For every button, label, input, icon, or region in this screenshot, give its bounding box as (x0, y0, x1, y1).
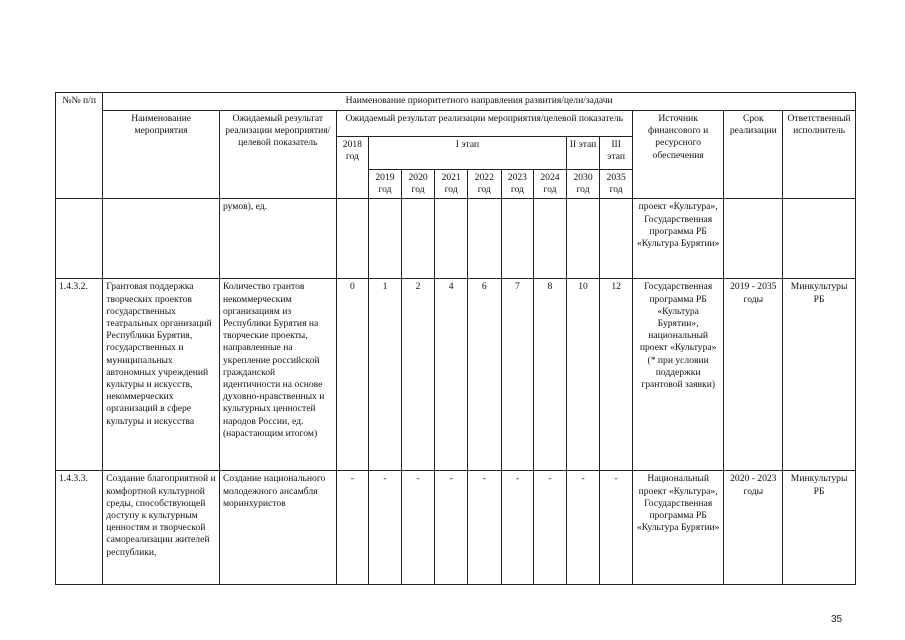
row-num (56, 199, 103, 279)
header-year: 2021 год (435, 170, 468, 199)
row-source: Государственная программа РБ «Культура Бурятии», национальный проект «Культура» (* при условии поддержки грантовой заявки) (632, 279, 723, 471)
header-source: Источник финансового и ресурсного обеспечения (632, 111, 723, 199)
row-value: - (501, 471, 534, 585)
header-year: 2035 год (600, 170, 633, 199)
table-row (56, 199, 856, 279)
header-year: 2030 год (566, 170, 600, 199)
row-responsible (783, 199, 856, 279)
row-value (534, 199, 567, 279)
row-responsible: Минкультуры РБ (783, 279, 856, 471)
row-value: - (435, 471, 468, 585)
row-value (435, 199, 468, 279)
row-name (103, 199, 220, 279)
row-value: 8 (534, 279, 567, 471)
row-value: - (566, 471, 600, 585)
row-value (336, 199, 369, 279)
table-row (56, 279, 856, 471)
row-result: Количество грантов некоммерческим организациям из Республики Бурятия на творческие проекты, направленные на укрепление российской гражданской идентичности на основе духовно-нравственных и культурных ценностей народов России, ед. (нарастающим итогом) (219, 279, 336, 471)
row-source: Национальный проект «Культура», Государственная программа РБ «Культура Бурятии» (632, 471, 723, 585)
row-result: Создание национального молодежного ансамбля моринхуристов (219, 471, 336, 585)
page-number: 35 (831, 614, 843, 625)
header-year: 2023 год (501, 170, 534, 199)
row-value (369, 199, 402, 279)
row-value: 6 (467, 279, 501, 471)
row-value: 0 (336, 279, 369, 471)
table-row (56, 471, 856, 585)
header-stage-2: II этап (566, 137, 600, 170)
row-value: 7 (501, 279, 534, 471)
row-value: 4 (435, 279, 468, 471)
header-year: 2019 год (369, 170, 402, 199)
row-value: - (600, 471, 633, 585)
row-value (467, 199, 501, 279)
header-priority: Наименование приоритетного направления развития/цели/задачи (103, 93, 856, 111)
header-event-name: Наименование мероприятия (103, 111, 220, 199)
header-year-2018: 2018 год (336, 137, 369, 199)
header-row-1 (56, 93, 856, 111)
row-num: 1.4.3.2. (56, 279, 103, 471)
row-value: - (534, 471, 567, 585)
header-term: Срок реализации (724, 111, 783, 199)
row-value (566, 199, 600, 279)
row-num: 1.4.3.3. (56, 471, 103, 585)
row-name: Грантовая поддержка творческих проектов государственных театральных организаций Республики Бурятия, государственных и муниципальных автономных учреждений культуры и искусств, некоммерческих организаций в сфере культуры и искусства (103, 279, 220, 471)
row-value: - (467, 471, 501, 585)
header-expected-result: Ожидаемый результат реализации мероприятия/целевой показатель (219, 111, 336, 199)
row-value (501, 199, 534, 279)
row-responsible: Минкультуры РБ (783, 471, 856, 585)
row-term: 2020 - 2023 годы (724, 471, 783, 585)
row-value: 2 (401, 279, 435, 471)
row-value (600, 199, 633, 279)
row-value (401, 199, 435, 279)
row-value: - (336, 471, 369, 585)
row-source: проект «Культура», Государственная программа РБ «Культура Бурятии» (632, 199, 723, 279)
header-year: 2020 год (401, 170, 435, 199)
header-year: 2022 год (467, 170, 501, 199)
header-responsible: Ответственный исполнитель (783, 111, 856, 199)
row-term (724, 199, 783, 279)
header-num: №№ п/п (56, 93, 103, 199)
header-stage-1: I этап (369, 137, 567, 170)
header-expected-value: Ожидаемый результат реализации мероприятия/целевой показатель (336, 111, 632, 137)
row-value: 12 (600, 279, 633, 471)
row-value: 10 (566, 279, 600, 471)
row-name: Создание благоприятной и комфортной культурной среды, способствующей доступу к культурным ценностям и творческой самореализации жителей республики, (103, 471, 220, 585)
row-value: - (401, 471, 435, 585)
header-stage-3: III этап (600, 137, 633, 170)
row-value: - (369, 471, 402, 585)
row-term: 2019 - 2035 годы (724, 279, 783, 471)
row-result: румов), ед. (219, 199, 336, 279)
header-year: 2024 год (534, 170, 567, 199)
row-value: 1 (369, 279, 402, 471)
header-row-2 (56, 111, 856, 137)
measures-table (55, 92, 856, 585)
